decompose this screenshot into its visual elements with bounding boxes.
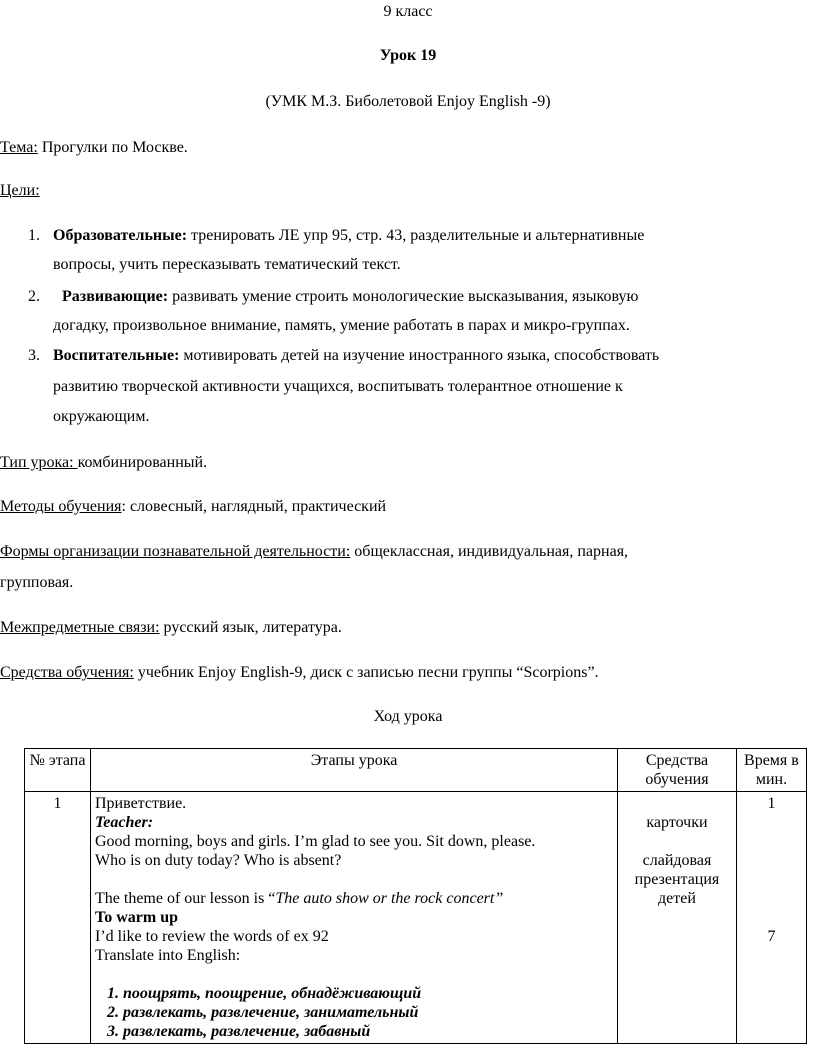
list-item: 2. развлекать, развлечение, занимательный [123, 1003, 613, 1022]
lesson-type [0, 453, 207, 473]
stage-content [91, 792, 618, 1044]
translate-instruction: Translate into English: [95, 947, 241, 964]
stage-number: 1 [25, 792, 91, 1044]
goal-line: догадку, произвольное внимание, память, умение работать в парах и микро-группах. [53, 317, 630, 334]
methods-value: : словесный, наглядный, практический [121, 498, 387, 515]
goal-line: окружающим. [53, 408, 150, 425]
goal-title: Образовательные: [53, 227, 188, 244]
vocabulary-list [95, 984, 613, 1041]
teaching-means [0, 663, 599, 683]
goal-text: тренировать ЛЕ упр 95, стр. 43, разделительные и альтернативные [187, 227, 645, 244]
goal-text: развивать умение строить монологические высказывания, языковую [168, 288, 639, 305]
topic-value: Прогулки по Москве. [37, 139, 188, 156]
links-value: русский язык, литература. [159, 619, 342, 636]
goal-line [53, 226, 644, 246]
grade-label: 9 класс [383, 3, 433, 20]
goal-line: развитию творческой активности учащихся, воспитывать толерантное отношение к [53, 378, 623, 395]
means-cards: карточки [646, 814, 708, 831]
forms [0, 542, 628, 562]
time-greeting: 1 [767, 795, 776, 812]
interdisciplinary-links [0, 618, 342, 638]
list-item: 1. поощрять, поощрение, обнадёживающий [123, 984, 613, 1003]
goals-label: Цели: [0, 182, 40, 199]
goal-line: вопросы, учить пересказывать тематический текст. [53, 256, 401, 273]
teacher-label: Teacher: [95, 814, 154, 831]
forms-value: общеклассная, индивидуальная, парная, [350, 543, 629, 560]
goal-number: 3. [28, 347, 40, 364]
header-means: Средства обучения [618, 749, 737, 792]
time-warm-up: 7 [767, 928, 776, 945]
means-slides: слайдовая презентация детей [634, 852, 720, 907]
lesson-flow-title: Ход урока [373, 708, 443, 725]
goal-line [62, 287, 638, 307]
goal-title: Развивающие: [62, 288, 169, 305]
lesson-number: Урок 19 [379, 47, 437, 64]
goal-title: Воспитательные: [53, 347, 180, 364]
stage-time [736, 792, 806, 1044]
teacher-line: Who is on duty today? Who is absent? [95, 852, 342, 869]
header-time: Время в мин. [736, 749, 806, 792]
header-stage-number: № этапа [25, 749, 91, 792]
means-label: Средства обучения: [0, 664, 134, 681]
links-label: Межпредметные связи: [0, 619, 160, 636]
table-row [25, 792, 807, 1044]
goal-number: 2. [28, 288, 40, 305]
forms-label: Формы организации познавательной деятельности: [0, 543, 351, 560]
lesson-theme [95, 889, 613, 908]
topic [0, 138, 188, 158]
goal-number: 1. [28, 227, 40, 244]
greeting: Приветствие. [95, 795, 187, 812]
warm-up-heading: To warm up [95, 909, 178, 926]
methods [0, 497, 386, 517]
forms-continuation: групповая. [0, 574, 74, 591]
means-value: учебник Enjoy English-9, диск с записью песни группы “Scorpions”. [133, 664, 599, 681]
theme-title: The auto show or the rock concert [275, 890, 495, 907]
teacher-line: Good morning, boys and girls. I’m glad to see you. Sit down, please. [95, 833, 536, 850]
goal-text: мотивировать детей на изучение иностранного языка, способствовать [179, 347, 660, 364]
stage-means [618, 792, 737, 1044]
lesson-type-value: комбинированный. [77, 454, 208, 471]
methods-label: Методы обучения [0, 498, 122, 515]
theme-suffix: ” [494, 890, 504, 907]
goal-line [53, 346, 659, 366]
topic-label: Тема: [0, 139, 38, 156]
theme-prefix: The theme of our lesson is “ [95, 890, 276, 907]
header-stages: Этапы урока [91, 749, 618, 792]
list-item: 3. развлекать, развлечение, забавный [123, 1022, 613, 1041]
lesson-type-label: Тип урока: [0, 454, 78, 471]
table-header-row [25, 749, 807, 792]
lesson-table [24, 748, 807, 1044]
review-instruction: I’d like to review the words of ex 92 [95, 928, 329, 945]
course-title: (УМК М.З. Биболетовой Enjoy English -9) [265, 93, 551, 110]
